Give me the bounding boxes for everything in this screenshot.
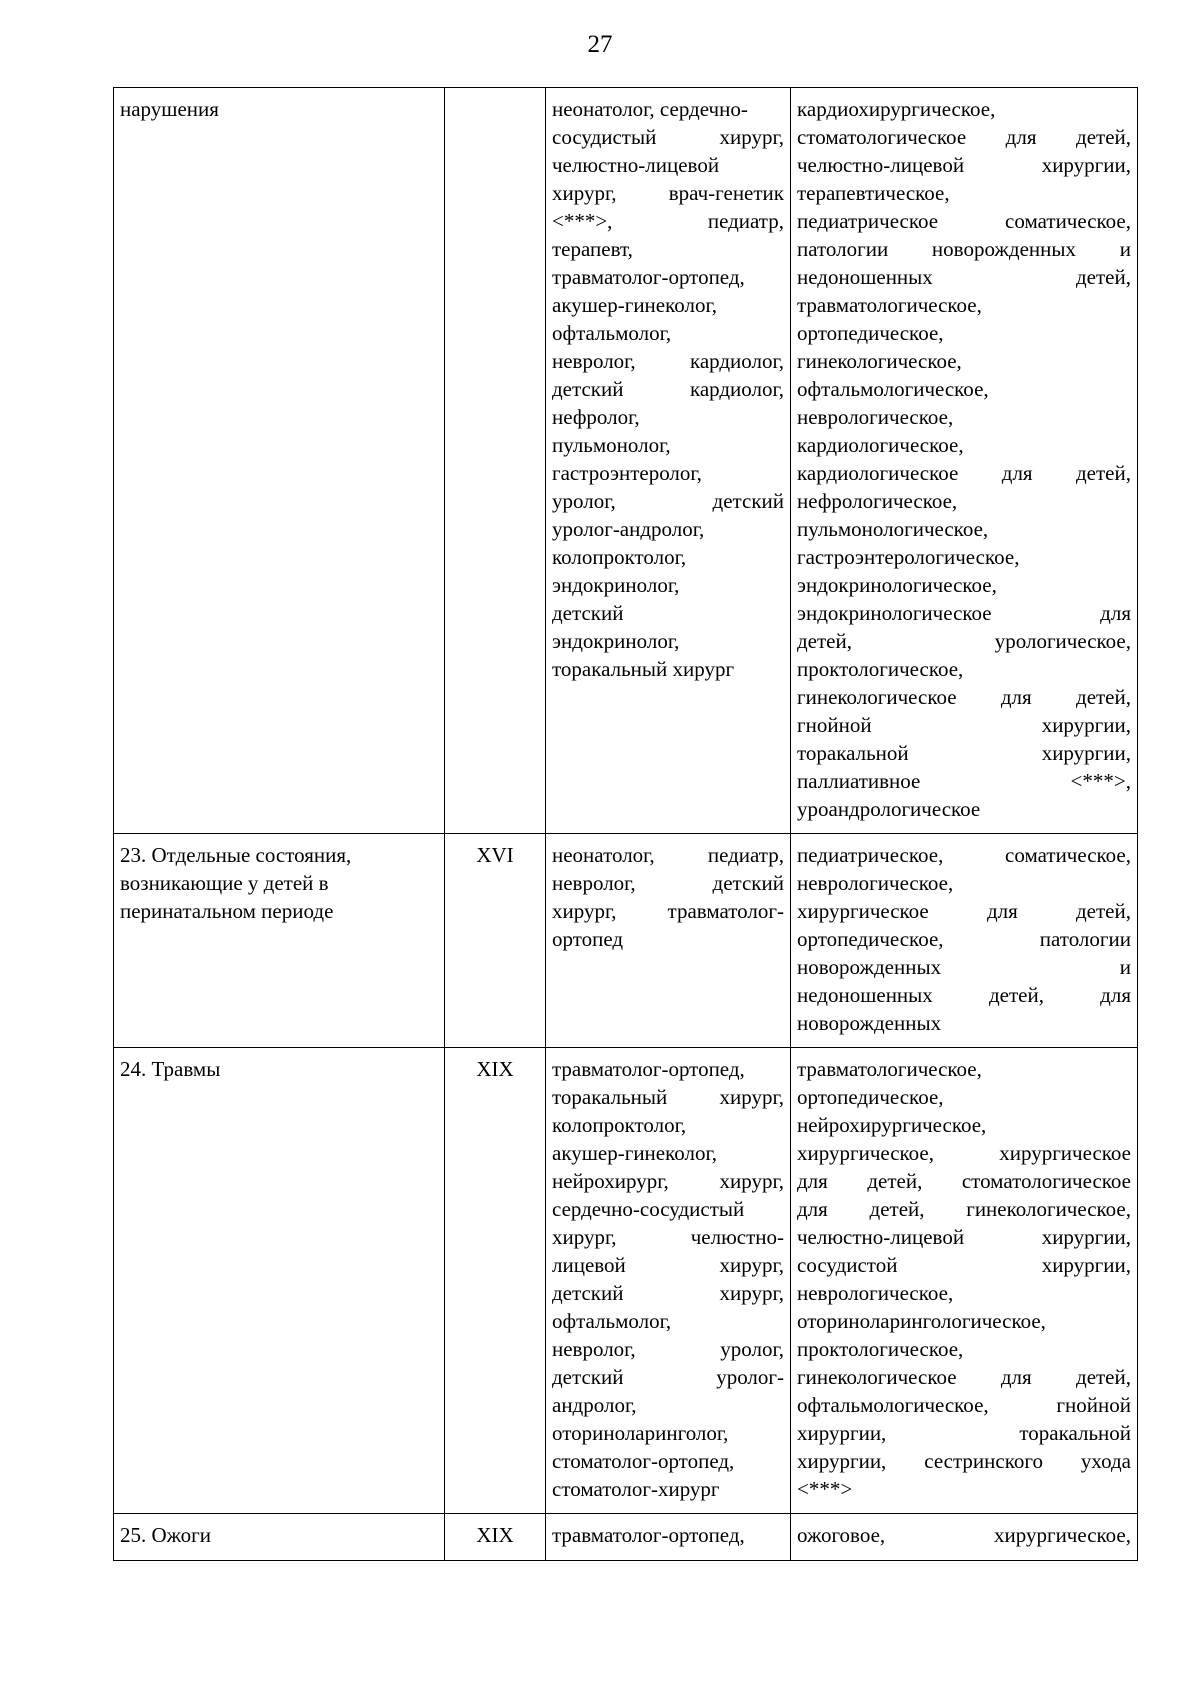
specialist-line: челюстно-лицевой <box>552 153 720 177</box>
specialist-line: детский <box>552 601 624 625</box>
specialist-line: неонатолог, педиатр, <box>552 843 784 867</box>
class-code: XIX <box>476 1523 514 1547</box>
profile-line: детей, урологическое, <box>797 629 1131 653</box>
specialist-line: невролог, детский <box>552 871 784 895</box>
specialist-line: эндокринолог, <box>552 629 680 653</box>
specialist-line: хирург, врач-генетик <box>552 181 784 205</box>
class-code-cell <box>445 88 546 834</box>
profile-line: для детей, гинекологическое, <box>797 1197 1131 1221</box>
specialists-cell <box>546 1048 791 1514</box>
condition-cell <box>114 1048 445 1514</box>
specialist-line: уролог-андролог, <box>552 517 705 541</box>
profile-line: недоношенных детей, для <box>797 983 1131 1007</box>
specialist-line: торакальный хирург, <box>552 1085 784 1109</box>
specialist-line: эндокринолог, <box>552 573 680 597</box>
profile-line: ортопедическое, <box>797 1085 944 1109</box>
class-code-cell <box>445 1048 546 1514</box>
bed-profiles-cell <box>791 88 1138 834</box>
profile-line: травматологическое, <box>797 293 982 317</box>
class-code: XVI <box>476 843 514 867</box>
bed-profiles-cell <box>791 1514 1138 1561</box>
profile-line: кардиологическое для детей, <box>797 461 1131 485</box>
profile-line: гинекологическое, <box>797 349 962 373</box>
profile-line: недоношенных детей, <box>797 265 1131 289</box>
profile-line: проктологическое, <box>797 657 964 681</box>
specialist-line: детский уролог- <box>552 1365 784 1389</box>
specialist-line: андролог, <box>552 1393 637 1417</box>
profile-line: оториноларингологическое, <box>797 1309 1046 1333</box>
class-code: XIX <box>476 1057 514 1081</box>
specialist-line: невролог, уролог, <box>552 1337 784 1361</box>
condition-line: нарушения <box>120 97 219 121</box>
specialist-line: невролог, кардиолог, <box>552 349 784 373</box>
profile-line: терапевтическое, <box>797 181 950 205</box>
condition-cell <box>114 1514 445 1561</box>
profile-line: проктологическое, <box>797 1337 964 1361</box>
specialist-line: офтальмолог, <box>552 321 672 345</box>
specialist-line: пульмонолог, <box>552 433 671 457</box>
profile-line: эндокринологическое для <box>797 601 1131 625</box>
medical-profiles-table <box>113 87 1138 1561</box>
profile-line: неврологическое, <box>797 871 954 895</box>
profile-line: сосудистой хирургии, <box>797 1253 1131 1277</box>
specialists-cell <box>546 88 791 834</box>
profile-line: педиатрическое, соматическое, <box>797 843 1131 867</box>
specialist-line: травматолог-ортопед, <box>552 1057 745 1081</box>
page-number: 27 <box>587 31 613 58</box>
specialist-line: лицевой хирург, <box>552 1253 784 1277</box>
table-row <box>114 1514 1138 1561</box>
specialist-line: стоматолог-хирург <box>552 1477 720 1501</box>
profile-line: гинекологическое для детей, <box>797 1365 1131 1389</box>
specialist-line: хирург, травматолог- <box>552 899 784 923</box>
specialist-line: нейрохирург, хирург, <box>552 1169 784 1193</box>
specialist-line: гастроэнтеролог, <box>552 461 702 485</box>
profile-line: нейрохирургическое, <box>797 1113 987 1137</box>
table-row <box>114 834 1138 1048</box>
class-code-cell <box>445 1514 546 1561</box>
specialist-line: уролог, детский <box>552 489 784 513</box>
profile-line: эндокринологическое, <box>797 573 997 597</box>
class-code-cell <box>445 834 546 1048</box>
specialist-line: <***>, педиатр, <box>552 209 784 233</box>
profile-line: челюстно-лицевой хирургии, <box>797 1225 1131 1249</box>
specialist-line: хирург, челюстно- <box>552 1225 784 1249</box>
specialist-line: акушер-гинеколог, <box>552 293 717 317</box>
condition-line: возникающие у детей в <box>120 871 329 895</box>
profile-line: паллиативное <***>, <box>797 769 1131 793</box>
specialist-line: нефролог, <box>552 405 640 429</box>
specialist-line: неонатолог, сердечно- <box>552 97 748 121</box>
profile-line: торакальной хирургии, <box>797 741 1131 765</box>
profile-line: гинекологическое для детей, <box>797 685 1131 709</box>
profile-line: новорожденных <box>797 1011 942 1035</box>
profile-line: неврологическое, <box>797 405 954 429</box>
specialist-line: стоматолог-ортопед, <box>552 1449 735 1473</box>
condition-line: 25. Ожоги <box>120 1523 212 1547</box>
profile-line: кардиологическое, <box>797 433 964 457</box>
profile-line: для детей, стоматологическое <box>797 1169 1131 1193</box>
profile-line: стоматологическое для детей, <box>797 125 1131 149</box>
bed-profiles-cell <box>791 834 1138 1048</box>
profile-line: уроандрологическое <box>797 797 981 821</box>
profile-line: хирургии, торакальной <box>797 1421 1131 1445</box>
profile-line: ортопедическое, <box>797 321 944 345</box>
profile-line: офтальмологическое, гнойной <box>797 1393 1131 1417</box>
table-row <box>114 88 1138 834</box>
condition-line: перинатальном периоде <box>120 899 334 923</box>
specialist-line: торакальный хирург <box>552 657 735 681</box>
specialist-line: колопроктолог, <box>552 545 687 569</box>
profile-line: пульмонологическое, <box>797 517 989 541</box>
specialists-cell <box>546 1514 791 1561</box>
profile-line: гнойной хирургии, <box>797 713 1131 737</box>
condition-cell <box>114 88 445 834</box>
profile-line: ожоговое, хирургическое, <box>797 1523 1131 1547</box>
profile-line: травматологическое, <box>797 1057 982 1081</box>
profile-line: неврологическое, <box>797 1281 954 1305</box>
profile-line: <***> <box>797 1477 853 1501</box>
profile-line: хирургии, сестринского ухода <box>797 1449 1131 1473</box>
specialist-line: ортопед <box>552 927 624 951</box>
profile-line: ортопедическое, патологии <box>797 927 1131 951</box>
profile-line: челюстно-лицевой хирургии, <box>797 153 1131 177</box>
condition-cell <box>114 834 445 1048</box>
profile-line: педиатрическое соматическое, <box>797 209 1131 233</box>
profile-line: офтальмологическое, <box>797 377 989 401</box>
profile-line: гастроэнтерологическое, <box>797 545 1020 569</box>
bed-profiles-cell <box>791 1048 1138 1514</box>
specialist-line: терапевт, <box>552 237 633 261</box>
specialist-line: сосудистый хирург, <box>552 125 784 149</box>
profile-line: кардиохирургическое, <box>797 97 996 121</box>
specialist-line: колопроктолог, <box>552 1113 687 1137</box>
specialist-line: сердечно-сосудистый <box>552 1197 745 1221</box>
specialist-line: акушер-гинеколог, <box>552 1141 717 1165</box>
specialist-line: детский хирург, <box>552 1281 784 1305</box>
condition-line: 23. Отдельные состояния, <box>120 843 352 867</box>
profile-line: хирургическое, хирургическое <box>797 1141 1131 1165</box>
condition-line: 24. Травмы <box>120 1057 221 1081</box>
specialist-line: травматолог-ортопед, <box>552 265 745 289</box>
specialist-line: оториноларинголог, <box>552 1421 729 1445</box>
profile-line: патологии новорожденных и <box>797 237 1131 261</box>
profile-line: нефрологическое, <box>797 489 958 513</box>
table-row <box>114 1048 1138 1514</box>
specialist-line: детский кардиолог, <box>552 377 784 401</box>
profile-line: новорожденных и <box>797 955 1131 979</box>
specialists-cell <box>546 834 791 1048</box>
specialist-line: травматолог-ортопед, <box>552 1523 745 1547</box>
specialist-line: офтальмолог, <box>552 1309 672 1333</box>
profile-line: хирургическое для детей, <box>797 899 1131 923</box>
